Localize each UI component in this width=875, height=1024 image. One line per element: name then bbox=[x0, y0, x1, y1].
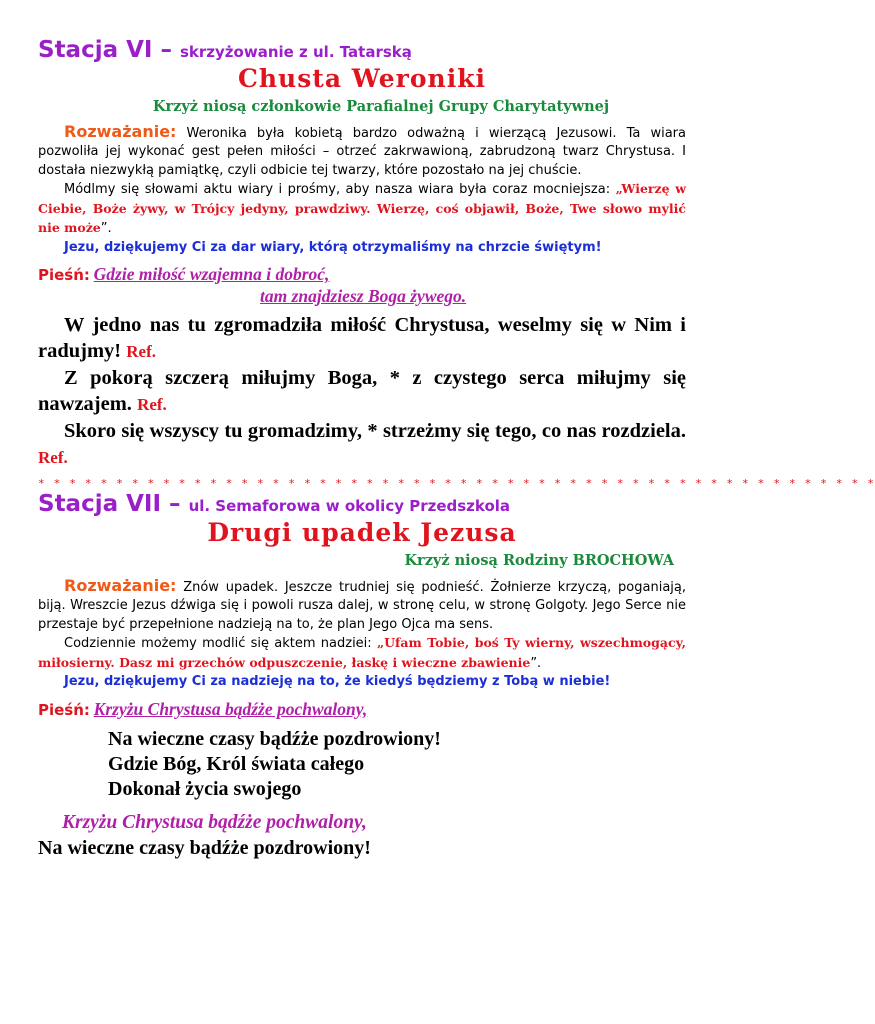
refrain-line-2: Na wieczne czasy bądźże pozdrowiony! bbox=[38, 837, 371, 860]
ref-marker: Ref. bbox=[38, 447, 68, 467]
station-7-heading bbox=[38, 492, 686, 517]
station-6-song-heading bbox=[38, 263, 686, 307]
hymn-line: Dokonał życia swojego bbox=[108, 778, 302, 801]
verse: Z pokorą szczerą miłujmy Boga, * z czystego serca miłujmy się nawzajem. Ref. bbox=[38, 366, 686, 415]
song-title-line-2: tam znajdziesz Boga żywego. bbox=[260, 285, 467, 306]
song-label: Pieśń: bbox=[38, 700, 90, 719]
station-6-meditation bbox=[38, 123, 686, 258]
station-7-song-heading bbox=[38, 698, 686, 722]
meditation-text: Znów upadek. Jeszcze trudniej się podnieść. Żołnierze krzyczą, poganiają, biją. Wreszcie Jezus dźwiga się i powoli rusza dalej, w stronę celu, w stronę Golgoty. Jego Serce nie przestaje być przepełnione nadzieją na to, że plan Jego Ojca ma sens. bbox=[38, 579, 686, 632]
thanksgiving: Jezu, dziękujemy Ci za nadzieję na to, że kiedyś będziemy z Tobą w niebie! bbox=[64, 674, 611, 690]
song-label: Pieśń: bbox=[38, 266, 90, 285]
meditation-text: Weronika była kobietą bardzo odważną i wierzącą Jezusowi. Ta wiara pozwoliła jej wykonać gest pełen miłości – otrzeć zakrwawioną, zabrudzoną twarz Chrystusa. I dostała niezwykłą pamiątkę, czyli odbicie tej twarzy, które pozostało na jej chuście. bbox=[38, 125, 686, 178]
ref-marker: Ref. bbox=[126, 341, 156, 361]
song-title: Krzyżu Chrystusa bądźże pochwalony, bbox=[93, 698, 368, 719]
prayer-intro: Codziennie możemy modlić się aktem nadziei: bbox=[64, 636, 377, 652]
song-title: Gdzie miłość wzajemna i dobroć, bbox=[93, 264, 330, 285]
hymn-line: Na wieczne czasy bądźże pozdrowiony! bbox=[108, 728, 441, 751]
verse: W jedno nas tu zgromadziła miłość Chrystusa, weselmy się w Nim i radujmy! Ref. bbox=[38, 313, 686, 362]
station-6-heading bbox=[38, 38, 686, 63]
act-of-faith: „Wierzę w Ciebie, Boże żywy, w Trójcy jedyny, prawdziwy. Wierzę, coś objawił, Boże, Twe słowo mylić nie może bbox=[38, 181, 686, 236]
station-6-carriers: Krzyż niosą członkowie Parafialnej Grupy Charytatywnej bbox=[152, 98, 610, 116]
quote-end: ”. bbox=[530, 655, 542, 671]
meditation-label: Rozważanie: bbox=[64, 121, 177, 141]
station-7-meditation bbox=[38, 577, 686, 692]
hymn-line: Gdzie Bóg, Król świata całego bbox=[108, 753, 365, 776]
act-of-hope: „Ufam Tobie, boś Ty wierny, wszechmogący, miłosierny. Dasz mi grzechów odpuszczenie, łaskę i wieczne zbawienie bbox=[38, 635, 687, 670]
hymn-stanza bbox=[38, 727, 686, 802]
station-7-title: Drugi upadek Jezusa bbox=[207, 517, 517, 547]
prayer-intro: Módlmy się słowami aktu wiary i prośmy, aby nasza wiara była coraz mocniejsza: bbox=[64, 182, 616, 198]
meditation-label: Rozważanie: bbox=[64, 575, 177, 595]
station-7-location: ul. Semaforowa w okolicy Przedszkola bbox=[188, 496, 511, 515]
refrain-line-1: Krzyżu Chrystusa bądźże pochwalony, bbox=[62, 812, 367, 834]
star-separator: * * * * * * * * * * * * * * * * * * * * * * * * * * * * * * * * * * * * * * * * * * * * * * * * * * * * * * bbox=[38, 476, 875, 490]
station-6-number: Stacja VI – bbox=[38, 37, 180, 63]
station-6-verses bbox=[38, 312, 686, 471]
station-7-carriers: Krzyż niosą Rodziny BROCHOWA bbox=[404, 551, 674, 569]
station-7-number: Stacja VII – bbox=[38, 490, 189, 517]
station-6-title: Chusta Weroniki bbox=[237, 64, 487, 94]
verse: Skoro się wszyscy tu gromadzimy, * strzeżmy się tego, co nas rozdziela. Ref. bbox=[38, 419, 686, 467]
ref-marker: Ref. bbox=[137, 394, 167, 414]
station-6-location: skrzyżowanie z ul. Tatarską bbox=[180, 43, 412, 61]
thanksgiving: Jezu, dziękujemy Ci za dar wiary, którą otrzymaliśmy na chrzcie świętym! bbox=[64, 239, 602, 255]
quote-end: ”. bbox=[100, 221, 112, 237]
